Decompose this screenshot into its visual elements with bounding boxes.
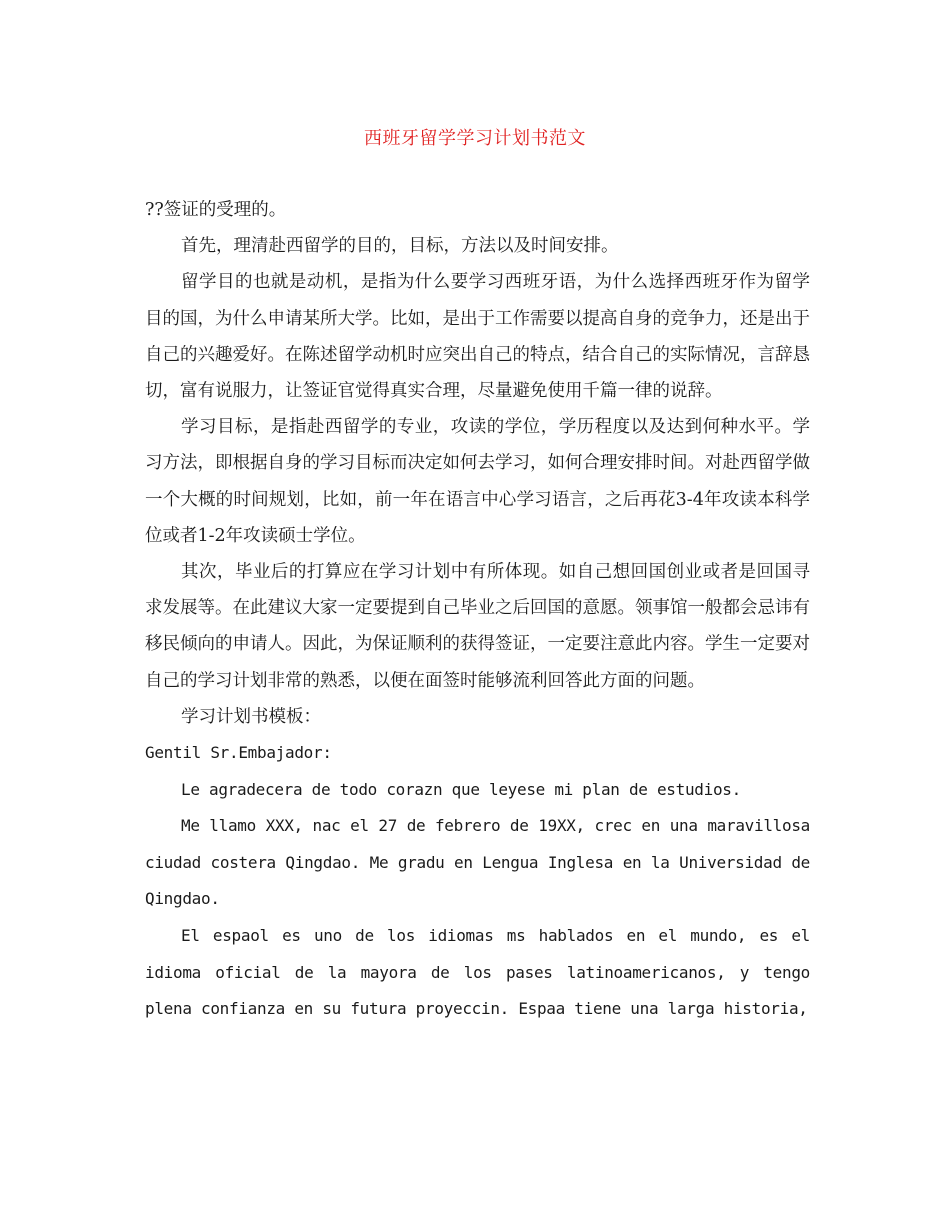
paragraph-first: 首先，理清赴西留学的目的，目标，方法以及时间安排。 xyxy=(181,236,619,257)
letter-paragraph-thanks: Le agradecera de todo corazn que leyese mi plan de estudios. xyxy=(181,779,741,799)
paragraph-motivation: 留学目的也就是动机，是指为什么要学习西班牙语，为什么选择西班牙作为留学目的国，为什么申请某所大学。比如，是出于工作需要以提高自身的竞争力，还是出于自己的兴趣爱好。在陈述留学动机时应突出自己的特点，结合自己的实际情况，言辞恳切，富有说服力，让签证官觉得真实合理，尽量避免使用千篇一律的说辞。 xyxy=(145,272,810,402)
paragraph-goals: 学习目标，是指赴西留学的专业，攻读的学位，学历程度以及达到何种水平。学习方法，即根据自身的学习目标而决定如何去学习，如何合理安排时间。对赴西留学做一个大概的时间规划，比如，前一年在语言中心学习语言，之后再花3-4年攻读本科学位或者1-2年攻读硕士学位。 xyxy=(145,417,810,546)
document-body xyxy=(145,192,810,1028)
letter-paragraph-spanish: El espaol es uno de los idiomas ms hablados en el mundo, es el idioma oficial de la mayora de los pases latinoamericanos, y tengo plena confianza en su futura proyeccin. Espaa tiene una larga historia, xyxy=(145,926,810,1019)
document-title: 西班牙留学学习计划书范文 xyxy=(364,128,586,149)
paragraph-continuation: ??签证的受理的。 xyxy=(145,200,287,220)
paragraph-template-heading: 学习计划书模板： xyxy=(181,706,321,727)
letter-paragraph-intro: Me llamo XXX, nac el 27 de febrero de 19XX, crec en una maravillosa ciudad costera Qingdao. Me gradu en Lengua Inglesa en la Universidad de Qingdao. xyxy=(145,816,810,909)
paragraph-after-graduation: 其次，毕业后的打算应在学习计划中有所体现。如自己想回国创业或者是回国寻求发展等。在此建议大家一定要提到自己毕业之后回国的意愿。领事馆一般都会忌讳有移民倾向的申请人。因此，为保证顺利的获得签证，一定要注意此内容。学生一定要对自己的学习计划非常的熟悉，以便在面签时能够流利回答此方面的问题。 xyxy=(145,562,810,691)
letter-salutation: Gentil Sr.Embajador: xyxy=(145,743,332,763)
